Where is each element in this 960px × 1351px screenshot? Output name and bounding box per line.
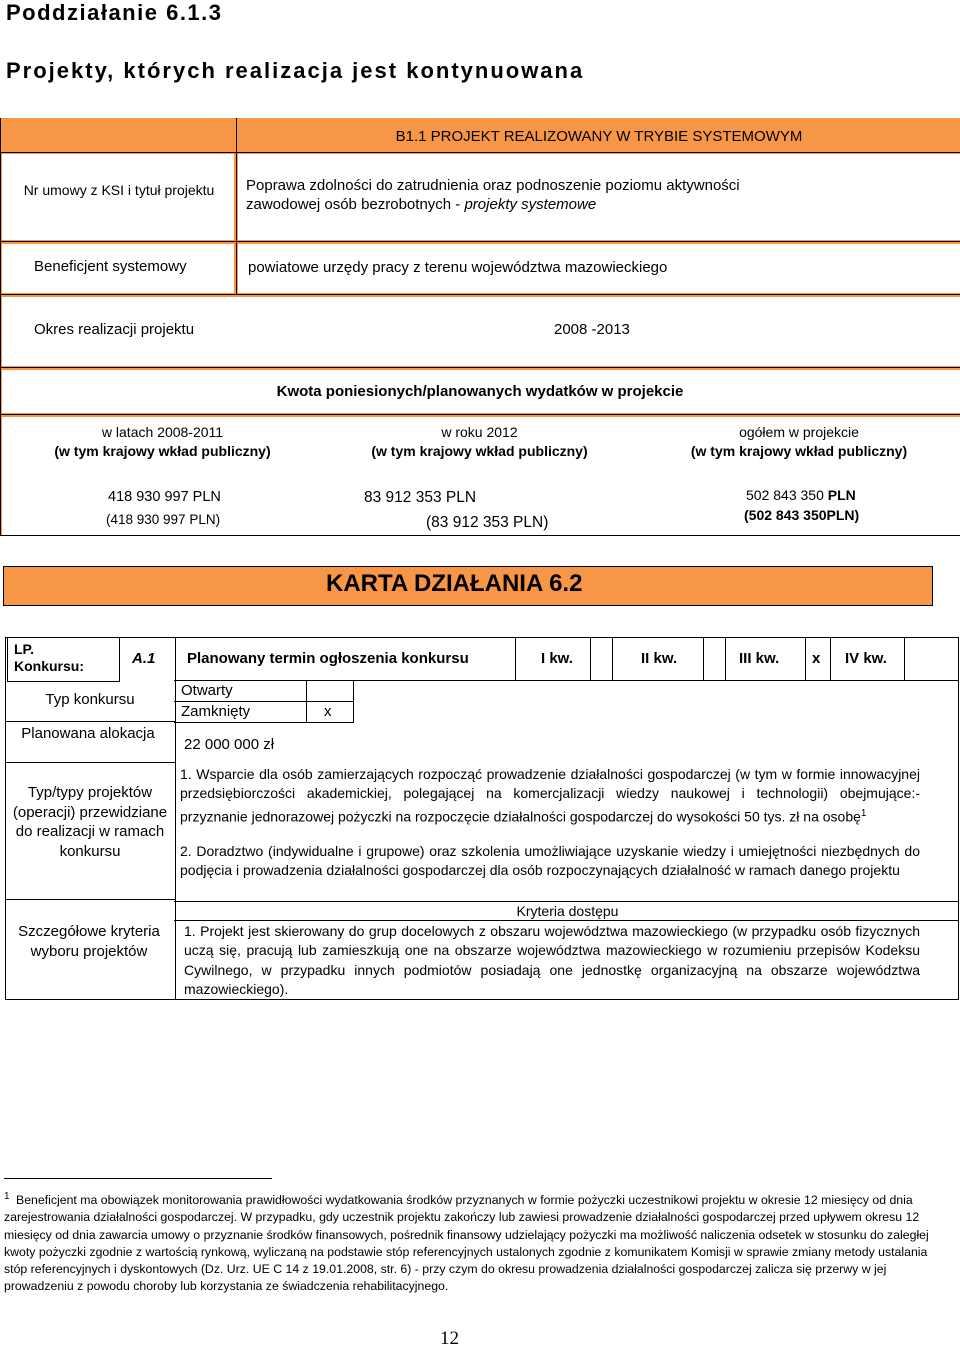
project-header: B1.1 PROJEKT REALIZOWANY W TRYBIE SYSTEMOWYM xyxy=(395,128,803,145)
type-closed-mark: x xyxy=(324,703,332,720)
cost-col-1-value: 418 930 997 PLN xyxy=(108,489,221,505)
lp-value: A.1 xyxy=(132,650,156,667)
section-subtitle: Projekty, których realizacja jest kontynuowana xyxy=(6,58,585,83)
criteria-label: Szczegółowe kryteria wyboru projektów xyxy=(18,923,160,960)
footnote-number: 1 xyxy=(4,1191,10,1202)
contract-value: Poprawa zdolności do zatrudnienia oraz podnoszenie poziomu aktywności zawodowej osób bezrobotnych - projekty systemowe xyxy=(246,177,740,213)
footnote-text: Beneficjent ma obowiązek monitorowania prawidłowości wydatkowania środków przyznanych w formie pożyczki uczestnikowi projektu w okresie 12 miesięcy od dnia zarejestrowania działalności gospodarczej. W przypadku, gdy uczestnik projektu zakończy lub zawiesi prowadzenie działalności gospodarczej przed upływem okresu 12 miesięcy od dnia zawarcia umowy o przyznanie środków finansowych, pośrednik finansowy udzielający pożyczki ma możliwość naliczenia odsetek w stosunku do zaległej kwoty pożyczki zgodnie z wartością rynkową, wyliczaną na podstawie stóp referencyjnych ustalonych zgodnie z komunikatem Komisji w sprawie zmiany metody ustalania stóp referencyjnych i dyskontowych (Dz. Urz. UE C 14 z 19.01.2008, str. 6) - przy czym do okresu prowadzenia działalności gospodarczej zalicza się przerwy w jej prowadzeniu z powodu choroby lub korzystania ze świadczenia rehabilitacyjnego. xyxy=(4,1193,929,1294)
allocation-value: 22 000 000 zł xyxy=(184,736,275,753)
cost-col-3-value: 502 843 350 PLN xyxy=(746,487,856,503)
type-option-closed: Zamknięty xyxy=(181,703,251,720)
lp-label: LP. Konkursu: xyxy=(14,641,84,674)
section-title: Poddziałanie 6.1.3 xyxy=(6,0,223,25)
beneficiary-label: Beneficjent systemowy xyxy=(34,258,187,275)
cost-col-1-header: w latach 2008-2011 (w tym krajowy wkład publiczny) xyxy=(54,424,271,459)
type-option-open: Otwarty xyxy=(181,682,233,699)
quarter-2: II kw. xyxy=(641,650,678,667)
project-types-item-1: 1. Wsparcie dla osób zamierzających rozpocząć prowadzenie działalności gospodarczej (w tym w formie innowacyjnej przedsiębiorczości akademickiej, polegającej na komercjalizacji wiedzy naukowej i technologii) obejmujące:- przyznanie jednorazowej pożyczki na rozpoczęcie działalności gospodarczej do wysokości 50 tys. zł na osobę$^1$ xyxy=(180,766,920,825)
type-label: Typ konkursu xyxy=(45,691,135,708)
period-label: Okres realizacji projektu xyxy=(34,321,195,338)
cost-col-2-public: (83 912 353 PLN) xyxy=(426,514,549,531)
contract-value-italic: projekty systemowe xyxy=(464,196,597,213)
term-label: Planowany termin ogłoszenia konkursu xyxy=(187,650,469,667)
project-types-label: Typ/typy projektów (operacji) przewidziane do realizacji w ramach konkursu xyxy=(12,784,168,860)
project-types-item-2: 2. Doradztwo (indywidualne i grupowe) oraz szkolenia umożliwiające uzyskanie wiedzy i umiejętności niezbędnych do podjęcia i prowadzenia działalności gospodarczej dla osób rozpoczynających działalność w ramach danego projektu xyxy=(180,843,920,879)
quarter-3-mark: x xyxy=(812,650,821,667)
quarter-1: I kw. xyxy=(541,650,573,667)
cost-col-1-public: (418 930 997 PLN) xyxy=(106,512,221,527)
page-number: 12 xyxy=(440,1328,459,1349)
costs-title: Kwota poniesionych/planowanych wydatków w projekcie xyxy=(276,383,684,400)
cost-col-2-value: 83 912 353 PLN xyxy=(364,489,477,506)
criteria-header: Kryteria dostępu xyxy=(516,903,619,919)
footnote-ref: 1 xyxy=(860,807,867,819)
cost-col-2-header: w roku 2012 (w tym krajowy wkład publiczny) xyxy=(371,424,588,459)
cost-col-3-header: ogółem w projekcie (w tym krajowy wkład publiczny) xyxy=(690,424,908,459)
cost-col-3-public: (502 843 350PLN) xyxy=(744,507,860,523)
period-value: 2008 -2013 xyxy=(554,321,630,338)
quarter-3: III kw. xyxy=(739,650,780,667)
karta-title: KARTA DZIAŁANIA 6.2 xyxy=(326,570,583,597)
criteria-item-1: 1. Projekt jest skierowany do grup docelowych z obszaru województwa mazowieckiego (w przypadku osób fizycznych uczą się, pracują lub zamieszkują one na obszarze województwa mazowieckiego w rozumieniu przepisów Kodeksu Cywilnego, w przypadku innych podmiotów posiadają one jednostkę organizacyjną na obszarze województwa mazowieckiego). xyxy=(184,923,920,997)
allocation-label: Planowana alokacja xyxy=(21,725,155,742)
footnote-separator xyxy=(4,1178,272,1179)
beneficiary-value: powiatowe urzędy pracy z terenu województwa mazowieckiego xyxy=(248,259,668,276)
contract-label: Nr umowy z KSI i tytuł projektu xyxy=(23,182,215,198)
quarter-4: IV kw. xyxy=(845,650,887,667)
